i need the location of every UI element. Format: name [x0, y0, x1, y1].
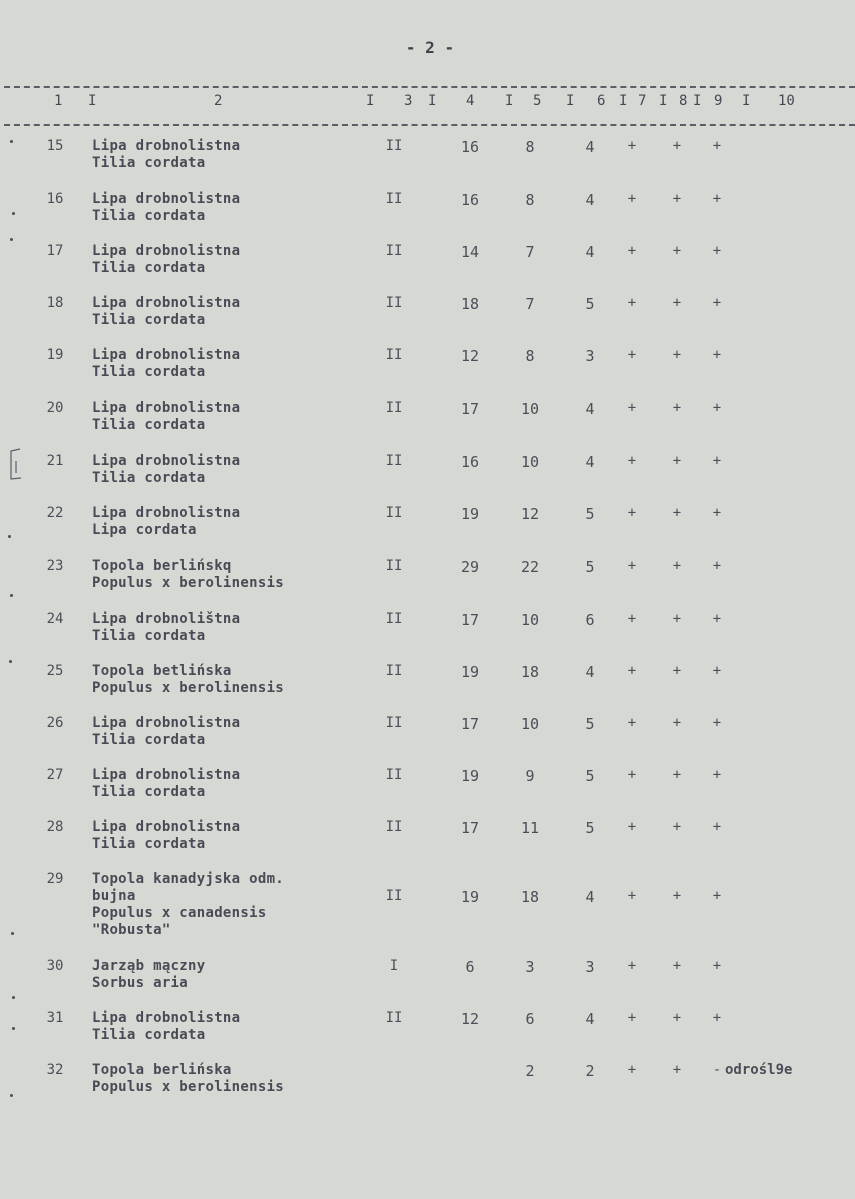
species-name-line: Lipa drobnolistna: [92, 191, 241, 207]
scan-speck: [11, 932, 14, 935]
cell-c5: 7: [525, 243, 535, 261]
cell-c7: +: [627, 505, 637, 521]
row-number: 28: [46, 819, 64, 835]
species-name-line: Populus x berolinensis: [92, 680, 285, 696]
cell-c3: II: [385, 505, 403, 521]
cell-c9: +: [712, 295, 722, 311]
species-name-line: Tilia cordata: [92, 417, 206, 433]
species-name-line: Tilia cordata: [92, 208, 206, 224]
cell-c6: 4: [585, 1010, 595, 1028]
scan-speck: [8, 535, 11, 538]
species-name-line: Lipa drobnolistna: [92, 453, 241, 469]
species-name-line: Populus x berolinensis: [92, 1079, 285, 1095]
cell-c3: II: [385, 191, 403, 207]
cell-c8: +: [672, 191, 682, 207]
cell-c6: 4: [585, 453, 595, 471]
row-number: 32: [46, 1062, 64, 1078]
header-col-6: 6: [597, 93, 606, 109]
cell-c8: +: [672, 958, 682, 974]
scan-speck: [10, 238, 13, 241]
cell-c4: 17: [460, 400, 480, 418]
row-number: 25: [46, 663, 64, 679]
row-number: 15: [46, 138, 64, 154]
cell-c5: 18: [520, 888, 540, 906]
species-name: [92, 819, 362, 853]
header-sep: I: [566, 93, 575, 109]
species-name-line: Lipa drobnolištna: [92, 611, 241, 627]
cell-c7: +: [627, 347, 637, 363]
species-name: [92, 453, 362, 487]
cell-c9: +: [712, 347, 722, 363]
cell-c7: +: [627, 138, 637, 154]
species-name-line: Lipa drobnolistna: [92, 767, 241, 783]
cell-c6: 3: [585, 347, 595, 365]
scan-speck: [10, 140, 13, 143]
cell-c7: +: [627, 715, 637, 731]
cell-c9: +: [712, 505, 722, 521]
cell-c6: 2: [585, 1062, 595, 1080]
cell-c3: II: [385, 1010, 403, 1026]
cell-c3: II: [385, 295, 403, 311]
species-name-line: Tilia cordata: [92, 732, 206, 748]
cell-c4: 17: [460, 611, 480, 629]
cell-c6: 4: [585, 400, 595, 418]
cell-c5: 7: [525, 295, 535, 313]
species-name-line: "Robusta": [92, 922, 171, 938]
cell-c6: 4: [585, 888, 595, 906]
species-name-line: Populus x berolinensis: [92, 575, 285, 591]
cell-c7: +: [627, 243, 637, 259]
header-col-4: 4: [466, 93, 475, 109]
cell-c9: +: [712, 958, 722, 974]
cell-c6: 4: [585, 191, 595, 209]
species-name: [92, 871, 362, 939]
cell-c4: 16: [460, 138, 480, 156]
cell-c4: 19: [460, 505, 480, 523]
species-name-line: Tilia cordata: [92, 1027, 206, 1043]
cell-c6: 4: [585, 243, 595, 261]
cell-c8: +: [672, 611, 682, 627]
cell-c5: 10: [520, 715, 540, 733]
cell-c8: +: [672, 715, 682, 731]
cell-c3: II: [385, 819, 403, 835]
cell-c9: +: [712, 1010, 722, 1026]
cell-c8: +: [672, 400, 682, 416]
cell-c4: 19: [460, 767, 480, 785]
species-name: [92, 558, 362, 592]
cell-c6: 5: [585, 715, 595, 733]
cell-c8: +: [672, 1010, 682, 1026]
species-name-line: Topola berlińskq: [92, 558, 232, 574]
header-col-5: 5: [533, 93, 542, 109]
cell-c8: +: [672, 819, 682, 835]
cell-c4: 17: [460, 715, 480, 733]
cell-c9: +: [712, 453, 722, 469]
cell-c3: II: [385, 767, 403, 783]
cell-c4: 16: [460, 191, 480, 209]
species-name: [92, 400, 362, 434]
species-name-line: Lipa drobnolistna: [92, 400, 241, 416]
header-sep: I: [693, 93, 702, 109]
scan-speck: [10, 594, 13, 597]
cell-c3: II: [385, 453, 403, 469]
cell-c5: 9: [525, 767, 535, 785]
species-name: [92, 663, 362, 697]
cell-c8: +: [672, 505, 682, 521]
cell-c3: II: [385, 138, 403, 154]
header-col-9: 9: [714, 93, 723, 109]
species-name: [92, 191, 362, 225]
cell-c5: 8: [525, 347, 535, 365]
cell-c6: 6: [585, 611, 595, 629]
species-name: [92, 1062, 362, 1096]
cell-c7: +: [627, 888, 637, 904]
cell-c6: 5: [585, 767, 595, 785]
species-name-line: Lipa drobnolistna: [92, 295, 241, 311]
cell-c7: +: [627, 453, 637, 469]
cell-c9: +: [712, 715, 722, 731]
cell-c9: +: [712, 400, 722, 416]
species-name-line: Lipa drobnolistna: [92, 1010, 241, 1026]
cell-c5: 22: [520, 558, 540, 576]
cell-c4: 29: [460, 558, 480, 576]
cell-c5: 10: [520, 611, 540, 629]
cell-c5: 12: [520, 505, 540, 523]
cell-c4: 19: [460, 888, 480, 906]
cell-c7: +: [627, 191, 637, 207]
species-name: [92, 243, 362, 277]
cell-c3: II: [385, 558, 403, 574]
row-number: 31: [46, 1010, 64, 1026]
cell-c7: +: [627, 1010, 637, 1026]
cell-c5: 8: [525, 138, 535, 156]
cell-c5: 8: [525, 191, 535, 209]
species-name-line: Lipa cordata: [92, 522, 197, 538]
species-name: [92, 611, 362, 645]
cell-c8: +: [672, 243, 682, 259]
species-name-line: Tilia cordata: [92, 260, 206, 276]
cell-c9: +: [712, 138, 722, 154]
row-number: 23: [46, 558, 64, 574]
species-name-line: Lipa drobnolistna: [92, 505, 241, 521]
cell-c6: 5: [585, 819, 595, 837]
row-number: 21: [46, 453, 64, 469]
cell-c5: 2: [525, 1062, 535, 1080]
cell-c8: +: [672, 663, 682, 679]
cell-c7: +: [627, 1062, 637, 1078]
row-number: 22: [46, 505, 64, 521]
cell-c6: 5: [585, 505, 595, 523]
cell-c8: +: [672, 558, 682, 574]
header-sep: I: [742, 93, 751, 109]
cell-c9: -: [712, 1062, 722, 1078]
cell-c5: 11: [520, 819, 540, 837]
species-name: [92, 767, 362, 801]
row-number: 19: [46, 347, 64, 363]
cell-c8: +: [672, 453, 682, 469]
scan-speck: [12, 996, 15, 999]
cell-c4: 16: [460, 453, 480, 471]
species-name-line: Topola kanadyjska odm.: [92, 871, 285, 887]
species-name: [92, 138, 362, 172]
species-name-line: Lipa drobnolistna: [92, 243, 241, 259]
species-name-line: Sorbus aria: [92, 975, 189, 991]
margin-handwriting-mark: [8, 445, 24, 485]
cell-c7: +: [627, 819, 637, 835]
cell-c3: II: [385, 611, 403, 627]
header-sep: I: [619, 93, 628, 109]
species-name-line: Lipa drobnolistna: [92, 819, 241, 835]
cell-c9: +: [712, 663, 722, 679]
cell-c3: II: [385, 663, 403, 679]
header-col-1: 1: [54, 93, 63, 109]
species-name-line: bujna: [92, 888, 136, 904]
cell-c7: +: [627, 611, 637, 627]
scan-speck: [10, 1094, 13, 1097]
cell-c5: 6: [525, 1010, 535, 1028]
header-col-3: 3: [404, 93, 413, 109]
species-name-line: Tilia cordata: [92, 836, 206, 852]
row-number: 26: [46, 715, 64, 731]
cell-c7: +: [627, 958, 637, 974]
cell-c9: +: [712, 191, 722, 207]
cell-c9: +: [712, 611, 722, 627]
cell-c6: 4: [585, 138, 595, 156]
row-number: 16: [46, 191, 64, 207]
header-col-2: 2: [214, 93, 223, 109]
cell-c7: +: [627, 400, 637, 416]
cell-c4: 19: [460, 663, 480, 681]
cell-c4: 12: [460, 1010, 480, 1028]
cell-c3: I: [389, 958, 399, 974]
cell-c3: II: [385, 400, 403, 416]
cell-c9: +: [712, 888, 722, 904]
cell-c9: +: [712, 243, 722, 259]
header-sep: I: [505, 93, 514, 109]
cell-c6: 3: [585, 958, 595, 976]
row-number: 20: [46, 400, 64, 416]
cell-c8: +: [672, 888, 682, 904]
cell-c8: +: [672, 138, 682, 154]
cell-c7: +: [627, 767, 637, 783]
species-name: [92, 295, 362, 329]
cell-c8: +: [672, 767, 682, 783]
species-name-line: Tilia cordata: [92, 628, 206, 644]
species-name: [92, 505, 362, 539]
row-number: 18: [46, 295, 64, 311]
cell-c9: +: [712, 767, 722, 783]
scan-speck: [12, 1027, 15, 1030]
species-name-line: Topola betlińska: [92, 663, 232, 679]
header-col-8: 8: [679, 93, 688, 109]
row-number: 29: [46, 871, 64, 887]
cell-c10: odrośl9e: [725, 1062, 793, 1078]
species-name-line: Tilia cordata: [92, 784, 206, 800]
cell-c4: 17: [460, 819, 480, 837]
cell-c7: +: [627, 663, 637, 679]
species-name-line: Tilia cordata: [92, 155, 206, 171]
species-name-line: Populus x canadensis: [92, 905, 267, 921]
cell-c5: 18: [520, 663, 540, 681]
cell-c3: II: [385, 715, 403, 731]
cell-c8: +: [672, 295, 682, 311]
cell-c4: 14: [460, 243, 480, 261]
species-name: [92, 715, 362, 749]
cell-c9: +: [712, 558, 722, 574]
cell-c9: +: [712, 819, 722, 835]
cell-c6: 5: [585, 558, 595, 576]
cell-c7: +: [627, 558, 637, 574]
header-top-rule: [4, 86, 855, 88]
header-sep: I: [88, 93, 97, 109]
species-name: [92, 347, 362, 381]
cell-c7: +: [627, 295, 637, 311]
cell-c6: 5: [585, 295, 595, 313]
header-col-7: 7: [638, 93, 647, 109]
cell-c5: 10: [520, 453, 540, 471]
scan-speck: [12, 212, 15, 215]
cell-c5: 3: [525, 958, 535, 976]
cell-c5: 10: [520, 400, 540, 418]
species-name-line: Lipa drobnolistna: [92, 138, 241, 154]
cell-c4: 12: [460, 347, 480, 365]
cell-c8: +: [672, 347, 682, 363]
row-number: 24: [46, 611, 64, 627]
species-name-line: Lipa drobnolistna: [92, 347, 241, 363]
header-col-10: 10: [778, 93, 795, 109]
species-name-line: Lipa drobnolistna: [92, 715, 241, 731]
species-name-line: Tilia cordata: [92, 470, 206, 486]
header-sep: I: [428, 93, 437, 109]
species-name: [92, 958, 362, 992]
species-name-line: Tilia cordata: [92, 312, 206, 328]
species-name-line: Jarząb mączny: [92, 958, 206, 974]
cell-c8: +: [672, 1062, 682, 1078]
species-name-line: Tilia cordata: [92, 364, 206, 380]
row-number: 17: [46, 243, 64, 259]
row-number: 30: [46, 958, 64, 974]
row-number: 27: [46, 767, 64, 783]
cell-c3: II: [385, 888, 403, 904]
cell-c4: 18: [460, 295, 480, 313]
species-name-line: Topola berlińska: [92, 1062, 232, 1078]
header-sep: I: [366, 93, 375, 109]
scan-speck: [9, 660, 12, 663]
header-sep: I: [659, 93, 668, 109]
header-bottom-rule: [4, 124, 855, 126]
page-number: - 2 -: [405, 38, 455, 57]
cell-c4: 6: [465, 958, 475, 976]
cell-c3: II: [385, 243, 403, 259]
cell-c3: II: [385, 347, 403, 363]
cell-c6: 4: [585, 663, 595, 681]
species-name: [92, 1010, 362, 1044]
